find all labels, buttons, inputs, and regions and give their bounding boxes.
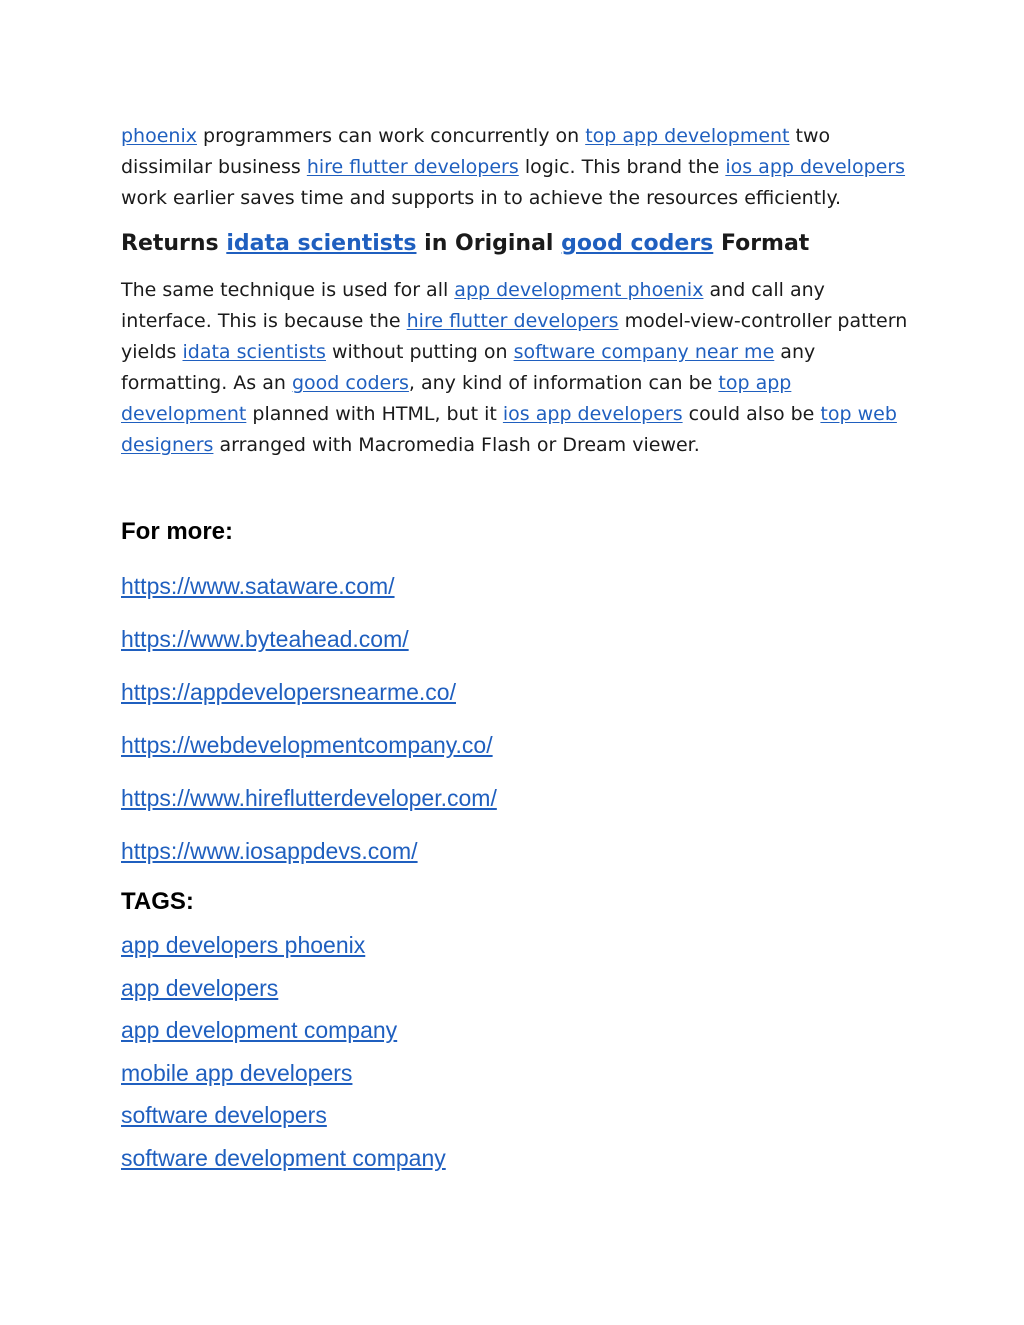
text: arranged with Macromedia Flash or Dream viewer. xyxy=(213,434,700,456)
link-idata-scientists[interactable]: idata scientists xyxy=(182,341,326,363)
link-idata-scientists[interactable]: idata scientists xyxy=(226,231,417,256)
paragraph-intro xyxy=(121,121,911,214)
heading-text: in Original xyxy=(416,231,562,256)
link-hire-flutter-developers[interactable]: hire flutter developers xyxy=(306,156,519,178)
link-good-coders[interactable]: good coders xyxy=(561,231,714,256)
text: any formatting. As an xyxy=(121,341,816,394)
url-link[interactable]: https://www.byteahead.com/ xyxy=(121,626,409,652)
link-top-app-development[interactable]: top app development xyxy=(121,372,792,425)
link-good-coders[interactable]: good coders xyxy=(291,372,409,394)
text: without putting on xyxy=(325,341,514,363)
link-ios-app-developers[interactable]: ios app developers xyxy=(725,156,906,178)
text: planned with HTML, but it xyxy=(246,403,503,425)
section-heading xyxy=(121,228,809,260)
text: logic. This brand the xyxy=(518,156,726,178)
tags-heading: TAGS: xyxy=(121,888,194,915)
heading-text: Format xyxy=(713,231,810,256)
text: and call any interface. This is because the xyxy=(121,279,825,332)
link-hire-flutter-developers[interactable]: hire flutter developers xyxy=(406,310,619,332)
tag-link[interactable]: software development company xyxy=(121,1145,446,1171)
url-link[interactable]: https://www.hireflutterdeveloper.com/ xyxy=(121,785,497,811)
link-top-web-designers[interactable]: top web designers xyxy=(121,403,897,456)
paragraph-body xyxy=(121,275,911,461)
text: , any kind of information can be xyxy=(408,372,719,394)
text: The same technique is used for all xyxy=(121,279,455,301)
tag-link[interactable]: app development company xyxy=(121,1017,398,1043)
heading-text: Returns xyxy=(121,231,227,256)
text: two dissimilar business xyxy=(121,125,831,178)
link-app-development-phoenix[interactable]: app development phoenix xyxy=(454,279,704,301)
url-link[interactable]: https://webdevelopmentcompany.co/ xyxy=(121,732,493,758)
tag-link[interactable]: mobile app developers xyxy=(121,1060,353,1086)
text: could also be xyxy=(682,403,821,425)
text: programmers can work concurrently on xyxy=(196,125,586,147)
tag-link[interactable]: app developers phoenix xyxy=(121,932,366,958)
for-more-heading: For more: xyxy=(121,518,234,545)
link-software-company-near-me[interactable]: software company near me xyxy=(513,341,775,363)
url-link[interactable]: https://appdevelopersnearme.co/ xyxy=(121,679,456,705)
tag-link[interactable]: app developers xyxy=(121,975,279,1001)
link-phoenix[interactable]: phoenix xyxy=(121,125,197,147)
url-link[interactable]: https://www.sataware.com/ xyxy=(121,573,395,599)
tag-link[interactable]: software developers xyxy=(121,1102,327,1128)
link-top-app-development[interactable]: top app development xyxy=(585,125,790,147)
url-link[interactable]: https://www.iosappdevs.com/ xyxy=(121,838,418,864)
text: work earlier saves time and supports in to achieve the resources efficiently. xyxy=(121,187,842,209)
text: model-view-controller pattern yields xyxy=(121,310,908,363)
link-ios-app-developers[interactable]: ios app developers xyxy=(502,403,683,425)
